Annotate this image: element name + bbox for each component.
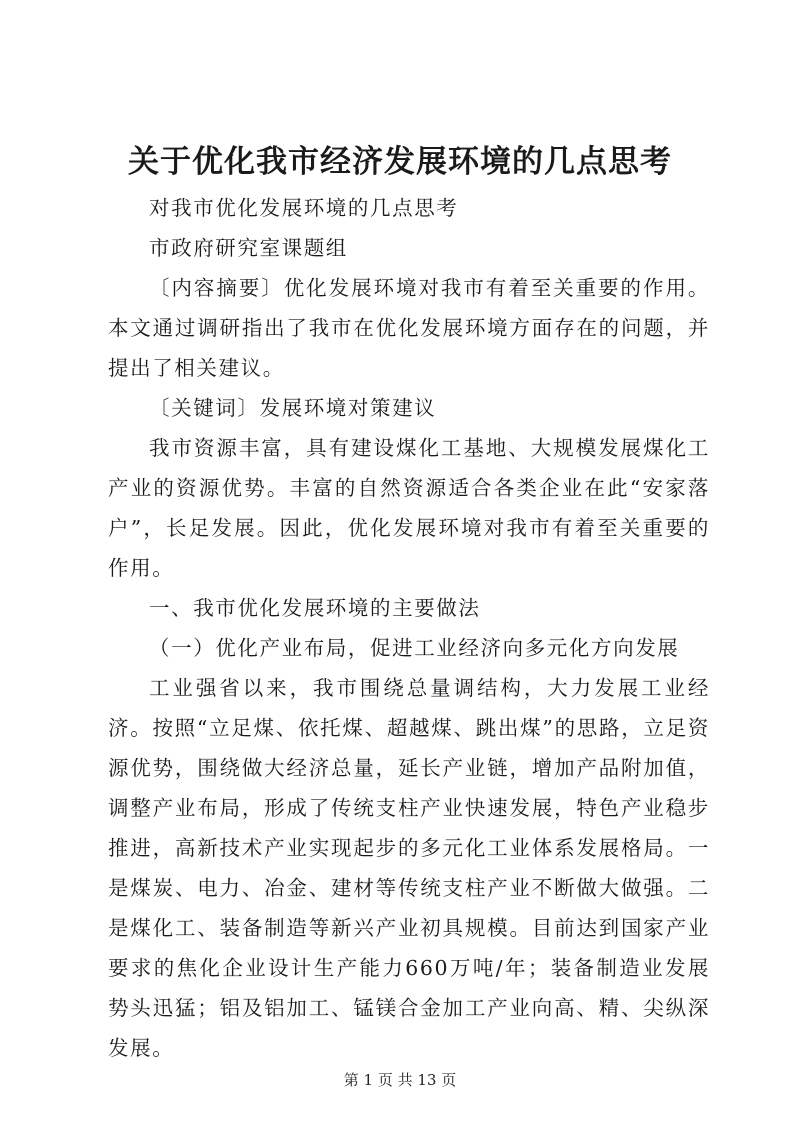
body-paragraph: 工业强省以来，我市围绕总量调结构，大力发展工业经济。按照“立足煤、依托煤、超越煤、跳出煤”的思路，立足资源优势，围绕做大经济总量，延长产业链，增加产品附加值，调整产业布局，形成了传统支柱产业快速发展，特色产业稳步推进，高新技术产业实现起步的多元化工业体系发展格局。一是煤炭、电力、冶金、建材等传统支柱产业不断做大做强。二是煤化工、装备制造等新兴产业初具规模。目前达到国家产业要求的焦化企业设计生产能力660万吨/年；装备制造业发展势头迅猛；铝及铝加工、锰镁合金加工产业向高、精、尖纵深发展。 [108, 676, 710, 1060]
page-title: 关于优化我市经济发展环境的几点思考 [128, 144, 672, 180]
subtitle-paragraph: 对我市优化发展环境的几点思考 [149, 196, 459, 220]
author-paragraph: 市政府研究室课题组 [149, 236, 348, 260]
intro-paragraph: 我市资源丰富，具有建设煤化工基地、大规模发展煤化工产业的资源优势。丰富的自然资源适合各类企业在此“安家落户”，长足发展。因此，优化发展环境对我市有着至关重要的作用。 [108, 436, 710, 580]
abstract-paragraph: 〔内容摘要〕优化发展环境对我市有着至关重要的作用。本文通过调研指出了我市在优化发展环境方面存在的问题，并提出了相关建议。 [108, 276, 710, 380]
page-footer: 第 1 页 共 13 页 [343, 1071, 457, 1089]
section-heading: 一、我市优化发展环境的主要做法 [149, 596, 481, 620]
keywords-paragraph: 〔关键词〕发展环境对策建议 [149, 396, 437, 420]
subsection-heading: （一）优化产业布局，促进工业经济向多元化方向发展 [149, 636, 680, 660]
document-body [108, 188, 710, 1068]
